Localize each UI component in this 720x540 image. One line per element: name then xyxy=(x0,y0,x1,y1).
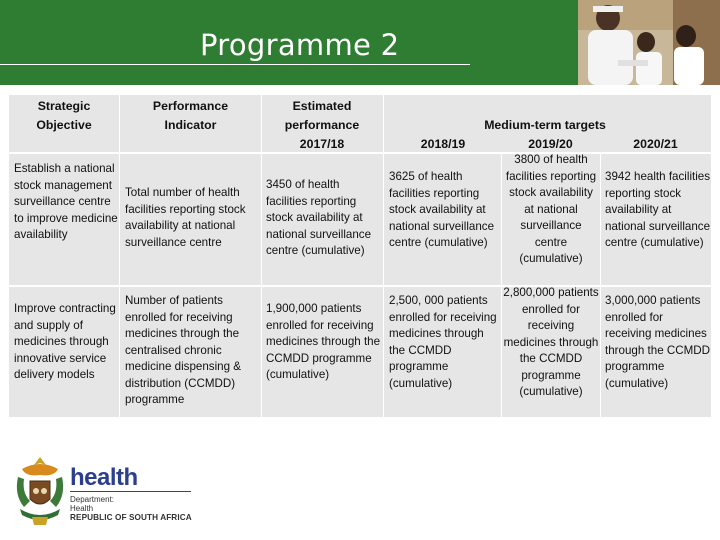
row2-objective: Improve contracting and supply of medicines through innovative service delivery models xyxy=(14,302,116,381)
header-photo xyxy=(578,0,720,85)
title-underline xyxy=(0,64,470,65)
country-name: REPUBLIC OF SOUTH AFRICA xyxy=(70,513,192,522)
row2-target-2018-19: 2,500, 000 patients enrolled for receiving medicines through the CCMDD programme (cumulative) xyxy=(389,294,497,390)
brand-rule xyxy=(70,491,191,492)
department-name: Health xyxy=(70,504,94,513)
row1-target-2020-21: 3942 health facilities reporting stock availability at national surveillance centre (cumulative) xyxy=(605,170,711,249)
header-year-2018-19: 2018/19 xyxy=(420,137,466,151)
row2-indicator: Number of patients enrolled for receiving medicines through the centralised chronic medicine dispensing & distribution (CCMDD) programme xyxy=(125,294,242,406)
header-medium-term-targets: Medium-term targets xyxy=(484,118,606,132)
department-label: Department: xyxy=(70,495,115,504)
header-performance-indicator: Performance Indicator xyxy=(152,99,229,132)
brand-health: health xyxy=(70,464,138,491)
header-year-2020-21: 2020/21 xyxy=(633,137,678,151)
slide-title: Programme 2 xyxy=(200,28,400,62)
row-divider xyxy=(9,285,711,287)
row1-indicator: Total number of health facilities reporting stock availability at national surveillance centre xyxy=(125,186,246,249)
row1-target-2018-19: 3625 of health facilities reporting stock availability at national surveillance centre (cumulative) xyxy=(389,170,495,249)
header-year-2019-20: 2019/20 xyxy=(528,137,573,151)
col-divider xyxy=(261,95,262,417)
coat-of-arms-logo xyxy=(10,455,70,527)
row1-objective: Establish a national stock management surveillance centre to improve medicine availability xyxy=(14,162,118,241)
header-strategic-objective: Strategic Objective xyxy=(36,99,92,132)
header-estimated-performance: Estimated performance 2017/18 xyxy=(284,99,360,151)
row2-target-2019-20: 2,800,000 patients enrolled for receiving medicines through the CCMDD programme (cumulative) xyxy=(503,286,599,398)
row1-target-2019-20: 3800 of health facilities reporting stock availability at national surveillance centre (cumulative) xyxy=(505,153,597,265)
row1-estimated: 3450 of health facilities reporting stock availability at national surveillance centre (cumulative) xyxy=(266,178,372,257)
row2-target-2020-21: 3,000,000 patients enrolled for receiving medicines through the CCMDD programme (cumulative) xyxy=(605,294,711,390)
row2-estimated: 1,900,000 patients enrolled for receiving medicines through the CCMDD programme (cumulative) xyxy=(266,302,381,381)
